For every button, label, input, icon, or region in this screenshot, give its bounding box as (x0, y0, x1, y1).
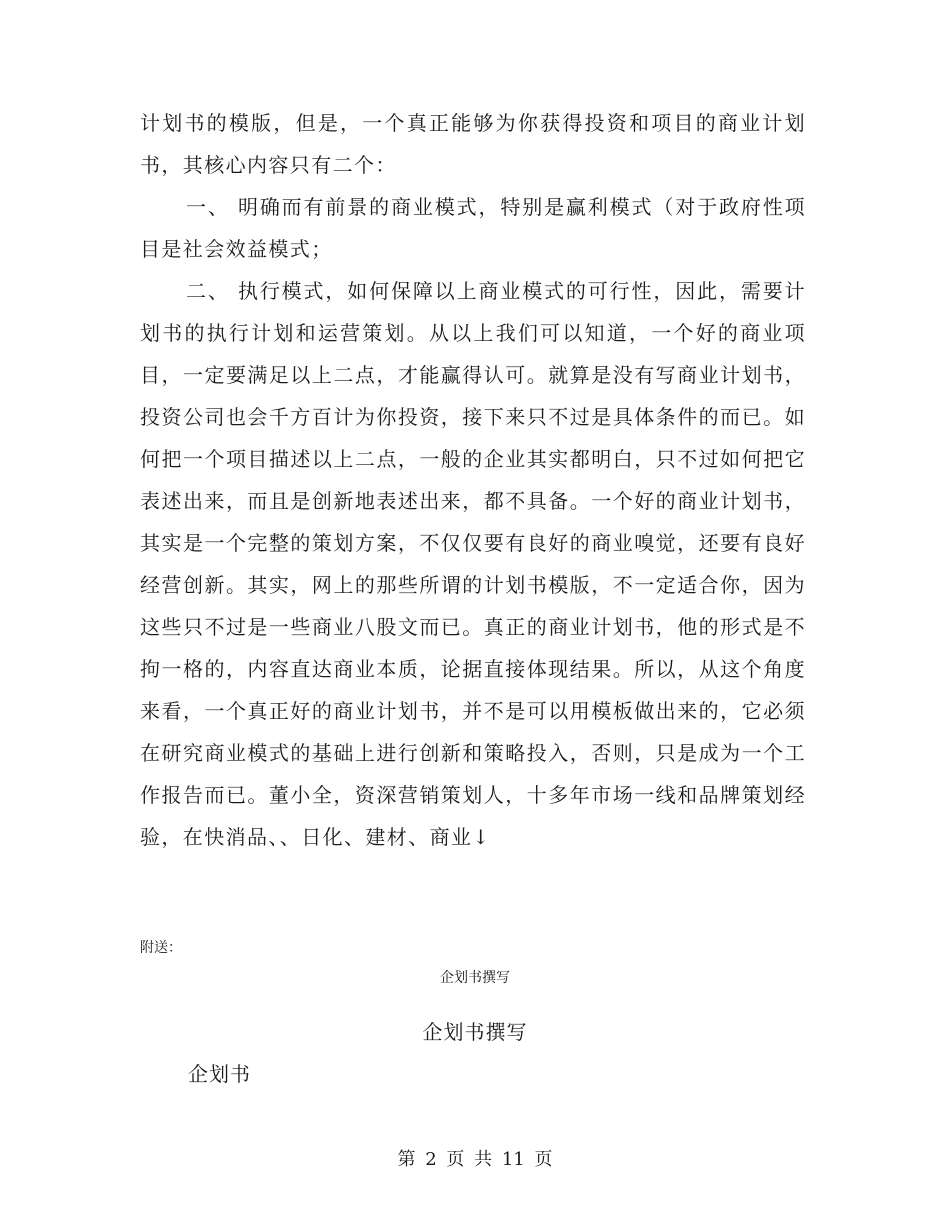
body-text (140, 102, 806, 858)
appendix-small-title: 企划书撰写 (440, 970, 510, 986)
page-number-footer: 第 2 页 共 11 页 (397, 1149, 553, 1170)
appendix-label: 附送： (140, 940, 182, 956)
paragraph-intro: 计划书的模版，但是，一个真正能够为你获得投资和项目的商业计划书，其核心内容只有二个： (140, 111, 806, 177)
paragraph-point-one: 一、 明确而有前景的商业模式，特别是赢利模式（对于政府性项目是社会效益模式； (140, 195, 806, 261)
appendix-title: 企划书撰写 (422, 1020, 528, 1044)
appendix-subtitle: 企划书 (188, 1062, 251, 1086)
paragraph-point-two: 二、 执行模式，如何保障以上商业模式的可行性，因此，需要计划书的执行计划和运营策划。从以上我们可以知道，一个好的商业项目，一定要满足以上二点，才能赢得认可。就算是没有写商业计划书，投资公司也会千方百计为你投资，接下来只不过是具体条件的而已。如何把一个项目描述以上二点，一般的企业其实都明白，只不过如何把它表述出来，而且是创新地表述出来，都不具备。一个好的商业计划书，其实是一个完整的策划方案，不仅仅要有良好的商业嗅觉，还要有良好经营创新。其实，网上的那些所谓的计划书模版，不一定适合你，因为这些只不过是一些商业八股文而已。真正的商业计划书，他的形式是不拘一格的，内容直达商业本质，论据直接体现结果。所以，从这个角度来看，一个真正好的商业计划书，并不是可以用模板做出来的，它必须在研究商业模式的基础上进行创新和策略投入，否则，只是成为一个工作报告而已。董小全，资深营销策划人，十多年市场一线和品牌策划经验，在快消品、、日化、建材、商业↓ (140, 279, 806, 849)
